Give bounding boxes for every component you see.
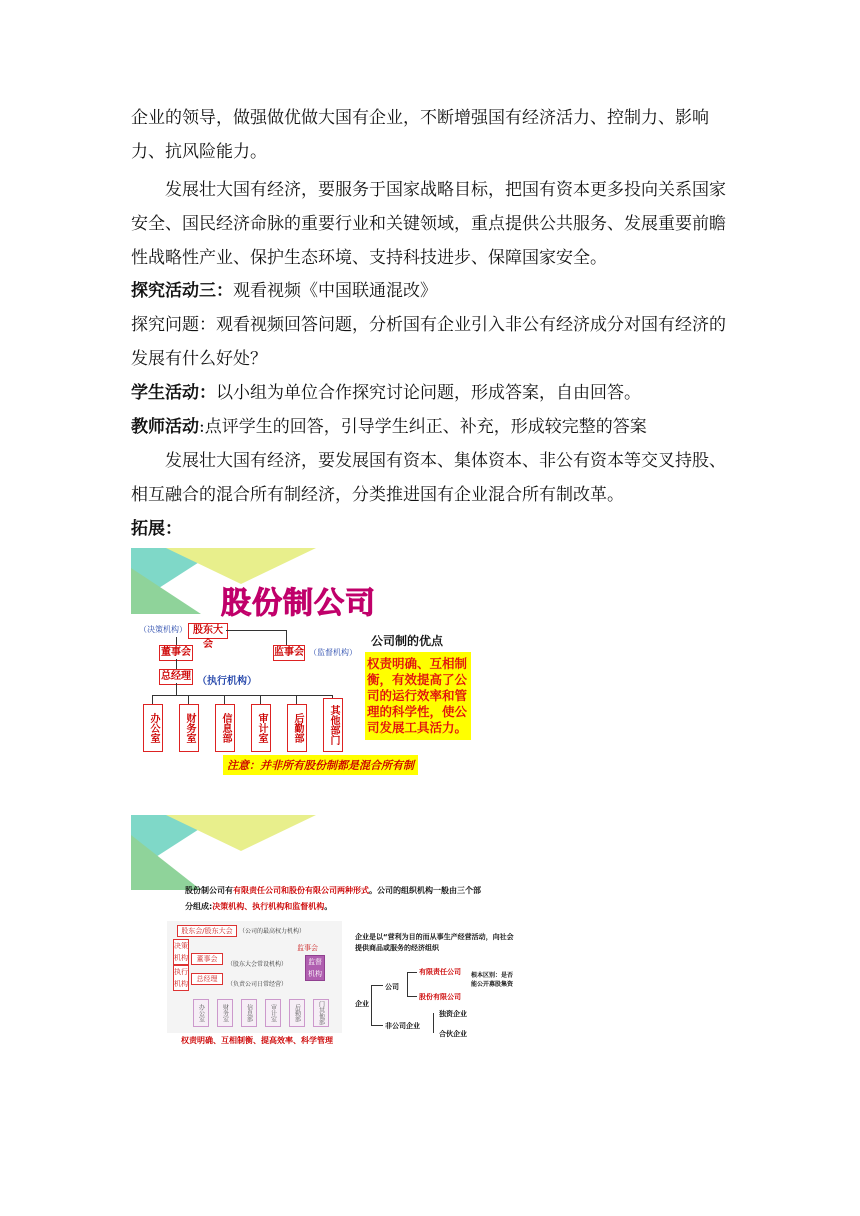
decision-box: 决策机构 [173,939,189,965]
shareholders-note: （公司的最高权力机构） [239,928,306,935]
activity3-label: 探究活动三： [131,281,233,301]
connector [407,972,408,996]
gm-box: 总经理 [191,973,223,985]
board-box: 董事会 [159,645,193,661]
slide-company-structure [131,815,645,1105]
dept-box: 办公室 [193,999,209,1027]
decision-note: （决策机构） [139,625,187,634]
board-note: （股东大会常设机构） [227,961,288,968]
dept-box: 后勤部 [287,704,307,752]
note-banner: 注意：并非所有股份制都是混合所有制 [223,755,418,775]
dept-box: 门其他部 [313,999,329,1027]
structure-diagram [167,921,342,1033]
decor-triangle-green [131,835,201,890]
supervisors-box: 监事会 [273,645,305,661]
supervise-note: （监督机构） [309,648,357,657]
enterprise-label: 企业 [355,1000,369,1008]
intro-a: 股份制公司有 [185,886,233,895]
connector [433,1013,434,1033]
student-label: 学生活动： [131,383,216,403]
dept-box: 审计室 [251,704,271,752]
connector [188,695,189,704]
slide1-title: 股份制公司 [221,586,376,621]
student-activity [131,376,731,410]
student-text: 以小组为单位合作探究讨论问题，形成答案，自由回答。 [216,383,641,403]
activity3-text: 观看视频《中国联通混改》 [233,281,437,301]
exec-note: （执行机构） [197,676,257,687]
connector [296,695,297,704]
dept-box: 信息部 [241,999,257,1027]
supervise-box: 监督机构 [305,955,325,981]
jsc-label: 股份有限公司 [419,993,461,1001]
connector [152,695,153,704]
question [131,308,731,376]
exec-box: 执行机构 [173,965,189,991]
supervisors-label: 监事会 [297,944,318,952]
llc-label: 有限责任公司 [419,968,461,976]
paragraph-3 [131,444,731,512]
question-text: 观看视频回答问题，分析国有企业引入非公有经济成分对国有经济的发展有什么好处？ [131,315,726,369]
activity3 [131,274,731,308]
extension-label: 拓展： [131,519,182,539]
slide-joint-stock-company [131,548,589,806]
company-label: 公司 [385,983,399,991]
intro-e: 决策机构、执行机构和监督机构 [212,902,325,911]
enterprise-definition: 企业是以“营利为目的而从事生产经营活动，向社会提供商品或服务的经济组织 [355,933,514,952]
dept-box: 财务室 [217,999,233,1027]
connector [152,695,332,696]
connector [407,996,417,997]
partner-label: 合伙企业 [439,1030,467,1038]
llc-difference: 根本区别：是否能公开募股集资 [471,972,514,988]
teacher-text: :点评学生的回答，引导学生纠正、补充，形成较完整的答案 [199,417,647,437]
connector [260,695,261,704]
connector [224,695,225,704]
advantage-text: 权责明确、互相制衡，有效提高了公司的运行效率和管理的科学性，使公司发展工具活力。 [365,652,471,740]
intro-d: 分组成: [185,902,213,911]
dept-box: 其他部门 [323,698,343,752]
paragraph-2-text: 发展壮大国有经济，要服务于国家战略目标，把国有资本更多投向关系国家安全、国民经济命脉的重要行业和关键领域，重点提供公共服务、发展重要前瞻性战略性产业、保护生态环境、支持科技进步、保障国家安全。 [131,180,726,268]
noncompany-label: 非公司企业 [385,1022,420,1030]
connector [176,683,177,695]
slide2-intro [185,883,485,915]
paragraph-1-text: 企业的领导，做强做优做大国有企业，不断增强国有经济活力、控制力、影响力、抗风险能力。 [131,108,709,162]
question-label: 探究问题： [131,315,216,335]
advantage-title: 公司制的优点 [371,634,444,648]
gm-note: （负责公司日常经营） [227,981,288,988]
gm-box: 总经理 [159,669,193,685]
dept-box: 财务室 [179,704,199,752]
dept-box: 审计室 [265,999,281,1027]
shareholders-box: 股东会/股东大会 [177,925,237,937]
decor-triangle-green [131,568,201,614]
shareholders-box: 股东大会 [188,623,228,639]
connector [286,630,287,645]
dept-box: 办公室 [143,704,163,752]
intro-c: 。公司的组织机构一般由三个部 [369,886,481,895]
paragraph-3-text: 发展壮大国有经济，要发展国有资本、集体资本、非公有资本等交叉持股、相互融合的混合所有制经济，分类推进国有企业混合所有制改革。 [131,451,726,505]
connector [371,985,372,1025]
dept-box: 后勤部 [289,999,305,1027]
connector [371,985,383,986]
intro-f: 。 [324,902,333,911]
connector [176,637,177,645]
connector [176,659,177,669]
board-box: 董事会 [191,953,223,965]
connector [226,630,286,631]
teacher-activity [131,410,731,444]
structure-footer: 权责明确、互相制衡、提高效率、科学管理 [181,1036,333,1045]
connector [371,1025,383,1026]
intro-b: 有限责任公司和股份有限公司两种形式 [233,886,369,895]
paragraph-2 [131,173,731,275]
teacher-label: 教师活动 [131,417,199,437]
sole-label: 独资企业 [439,1010,467,1018]
connector [407,972,417,973]
paragraph-1 [131,101,731,169]
dept-box: 信息部 [215,704,235,752]
